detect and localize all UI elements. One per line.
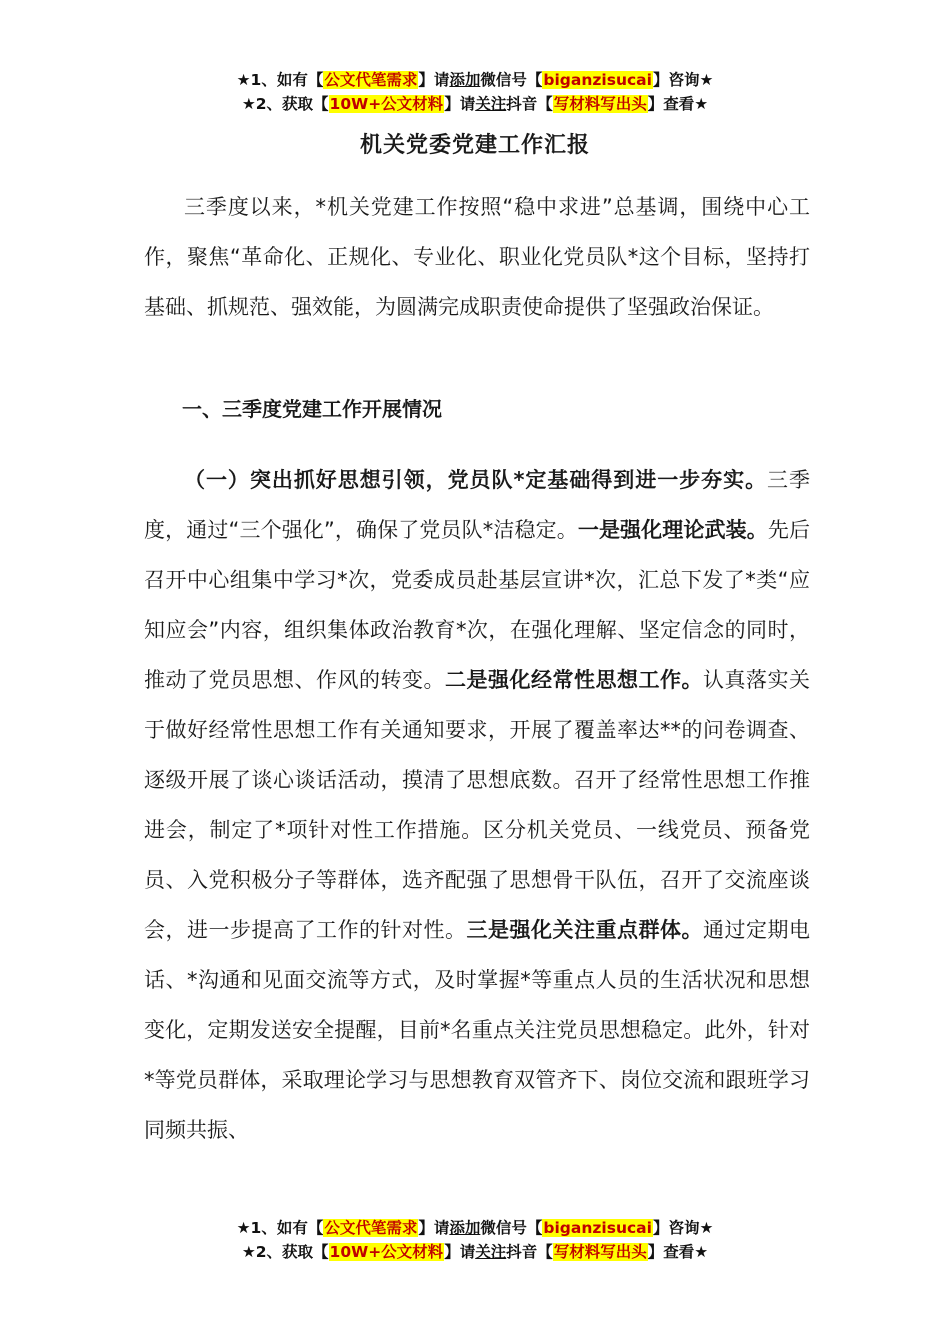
banner-text: 】查看★ [647,1243,709,1261]
banner-text: 】请 [418,71,450,89]
top-banner [0,68,950,116]
banner-douyin-id: 写材料写出头 [553,1243,647,1261]
bottom-banner [0,1216,950,1264]
section-paragraph [144,455,810,1155]
banner-wechat-id: biganzisucai [543,71,652,89]
section-paragraph-block [144,455,810,1155]
intro-paragraph: 三季度以来，*机关党建工作按照“稳中求进”总基调，围绕中心工作，聚焦“革命化、正规化、专业化、职业化党员队*这个目标，坚持打基础、抓规范、强效能，为圆满完成职责使命提供了坚强政治保证。 [144,195,810,319]
banner-text: 】请 [418,1219,450,1237]
document-title: 机关党委党建工作汇报 [359,133,590,158]
banner-text: 】查看★ [647,95,709,113]
banner-text: ★1、如有【 [236,71,324,89]
banner-text: 】咨询★ [652,71,714,89]
banner-underline: 关注 [475,95,507,113]
subsection-heading: （一）突出抓好思想引领，党员队*定基础得到进一步夯实。 [184,468,768,492]
banner-text: ★2、获取【 [241,95,329,113]
banner-wechat-id: biganzisucai [543,1219,652,1237]
banner-text: 】请 [444,95,476,113]
banner-line-1 [0,1216,950,1240]
banner-text: ★2、获取【 [241,1243,329,1261]
banner-text: 抖音【 [506,1243,553,1261]
banner-line-2 [0,1240,950,1264]
banner-text: 抖音【 [506,95,553,113]
banner-highlight: 10W+公文材料 [329,95,444,113]
banner-douyin-id: 写材料写出头 [553,95,647,113]
banner-text: 微信号【 [480,1219,543,1237]
intro-paragraph-block [144,182,810,332]
paragraph-text: 通过定期电话、*沟通和见面交流等方式，及时掌握*等重点人员的生活状况和思想变化，定期发送安全提醒，目前*名重点关注党员思想稳定。此外，针对*等党员群体，采取理论学习与思想教育双管齐下、岗位交流和跟班学习同频共振、 [144,918,810,1142]
banner-underline: 关注 [475,1243,507,1261]
point-heading-1: 一是强化理论武装。 [577,518,768,542]
banner-line-2 [0,92,950,116]
banner-text: ★1、如有【 [236,1219,324,1237]
point-heading-2: 二是强化经常性思想工作。 [445,668,703,692]
banner-highlight: 公文代笔需求 [324,1219,418,1237]
paragraph-text: 认真落实关于做好经常性思想工作有关通知要求，开展了覆盖率达**的问卷调查、逐级开展了谈心谈话活动，摸清了思想底数。召开了经常性思想工作推进会，制定了*项针对性工作措施。区分机关党员、一线党员、预备党员、入党积极分子等群体，选齐配强了思想骨干队伍，召开了交流座谈会，进一步提高了工作的针对性。 [144,668,810,942]
banner-underline: 添加 [449,1219,481,1237]
section-heading: 一、三季度党建工作开展情况 [182,397,442,421]
point-heading-3: 三是强化关注重点群体。 [466,918,703,942]
paragraph-text: 三季度，通过“三个强化”，确保了党员队*洁稳定。 [144,468,810,542]
banner-underline: 添加 [449,71,481,89]
banner-line-1 [0,68,950,92]
banner-highlight: 10W+公文材料 [329,1243,444,1261]
banner-text: 微信号【 [480,71,543,89]
banner-text: 】请 [444,1243,476,1261]
banner-text: 】咨询★ [652,1219,714,1237]
banner-highlight: 公文代笔需求 [324,71,418,89]
paragraph-text: 先后召开中心组集中学习*次，党委成员赴基层宣讲*次，汇总下发了*类“应知应会”内容，组织集体政治教育*次，在强化理解、坚定信念的同时，推动了党员思想、作风的转变。 [144,518,811,692]
